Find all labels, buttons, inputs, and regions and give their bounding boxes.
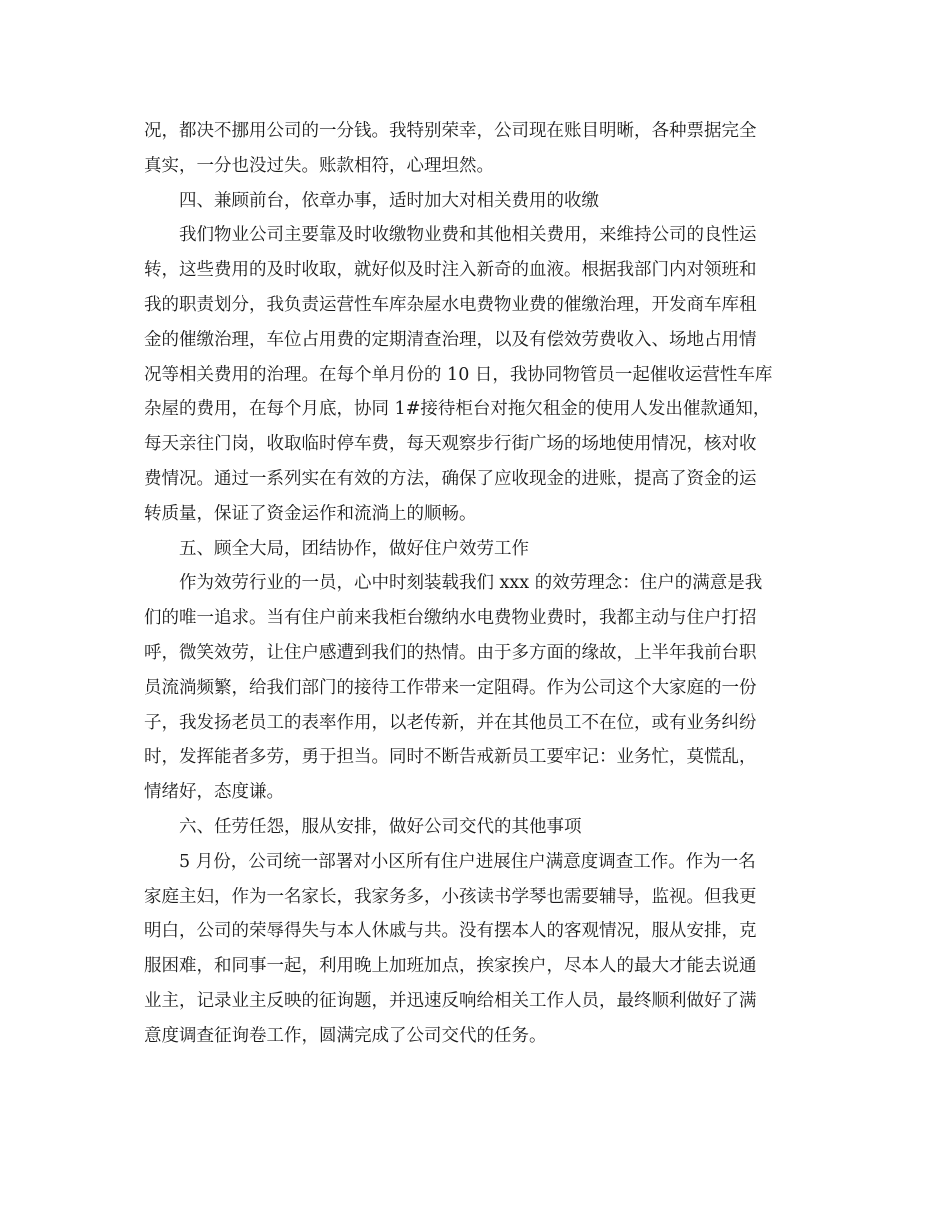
text-line: 明白，公司的荣辱得失与本人休戚与共。没有摆本人的客观情况，服从安排，克 <box>144 921 757 942</box>
text-line: 转质量，保证了资金运作和流淌上的顺畅。 <box>144 503 477 524</box>
text-line: 我们物业公司主要靠及时收缴物业费和其他相关费用，来维持公司的良性运 <box>179 225 757 246</box>
text-line: 子，我发扬老员工的表率作用，以老传新，并在其他员工不在位，或有业务纠纷 <box>144 712 757 733</box>
section-heading: 六、任劳任怨，服从安排，做好公司交代的其他事项 <box>179 816 582 837</box>
text-line: 呼，微笑效劳，让住户感遭到我们的热情。由于多方面的缘故，上半年我前台职 <box>144 642 757 663</box>
section-heading: 四、兼顾前台，依章办事，适时加大对相关费用的收缴 <box>179 190 599 211</box>
text-line: 况等相关费用的治理。在每个单月份的 10 日，我协同物管员一起催收运营性车库 <box>144 364 773 385</box>
text-line: 员流淌频繁，给我们部门的接待工作带来一定阻碍。作为公司这个大家庭的一份 <box>144 677 757 698</box>
text-line: 情绪好，态度谦。 <box>144 782 284 803</box>
text-line: 业主，记录业主反映的征询题，并迅速反响给相关工作人员，最终顺利做好了满 <box>144 990 757 1011</box>
text-line: 杂屋的费用，在每个月底，协同 1#接待柜台对拖欠租金的使用人发出催款通知， <box>144 399 771 420</box>
text-line: 5 月份，公司统一部署对小区所有住户进展住户满意度调查工作。作为一名 <box>179 851 756 872</box>
text-line: 况，都决不挪用公司的一分钱。我特别荣幸，公司现在账目明晰，各种票据完全 <box>144 121 757 141</box>
text-line: 费情况。通过一系列实在有效的方法，确保了应收现金的进账，提高了资金的运 <box>144 468 757 489</box>
text-line: 金的催缴治理，车位占用费的定期清查治理，以及有偿效劳费收入、场地占用情 <box>144 329 757 350</box>
text-line: 意度调查征询卷工作，圆满完成了公司交代的任务。 <box>144 1025 547 1046</box>
body-text <box>144 114 809 1054</box>
text-line: 每天亲往门岗，收取临时停车费，每天观察步行街广场的场地使用情况，核对收 <box>144 434 757 455</box>
text-line: 转，这些费用的及时收取，就好似及时注入新奇的血液。根据我部门内对领班和 <box>144 260 757 281</box>
text-line: 们的唯一追求。当有住户前来我柜台缴纳水电费物业费时，我都主动与住户打招 <box>144 608 757 629</box>
text-line: 真实，一分也没过失。账款相符，心理坦然。 <box>144 155 494 176</box>
text-line: 我的职责划分，我负责运营性车库杂屋水电费物业费的催缴治理，开发商车库租 <box>144 294 757 315</box>
text-line: 作为效劳行业的一员，心中时刻装载我们 xxx 的效劳理念：住户的满意是我 <box>179 573 763 594</box>
text-line: 服困难，和同事一起，利用晚上加班加点，挨家挨户，尽本人的最大才能去说通 <box>144 956 757 977</box>
text-line: 时，发挥能者多劳，勇于担当。同时不断告戒新员工要牢记：业务忙，莫慌乱， <box>144 747 757 768</box>
text-line: 家庭主妇，作为一名家长，我家务多，小孩读书学琴也需要辅导，监视。但我更 <box>144 886 757 907</box>
section-heading: 五、顾全大局，团结协作，做好住户效劳工作 <box>179 538 529 559</box>
